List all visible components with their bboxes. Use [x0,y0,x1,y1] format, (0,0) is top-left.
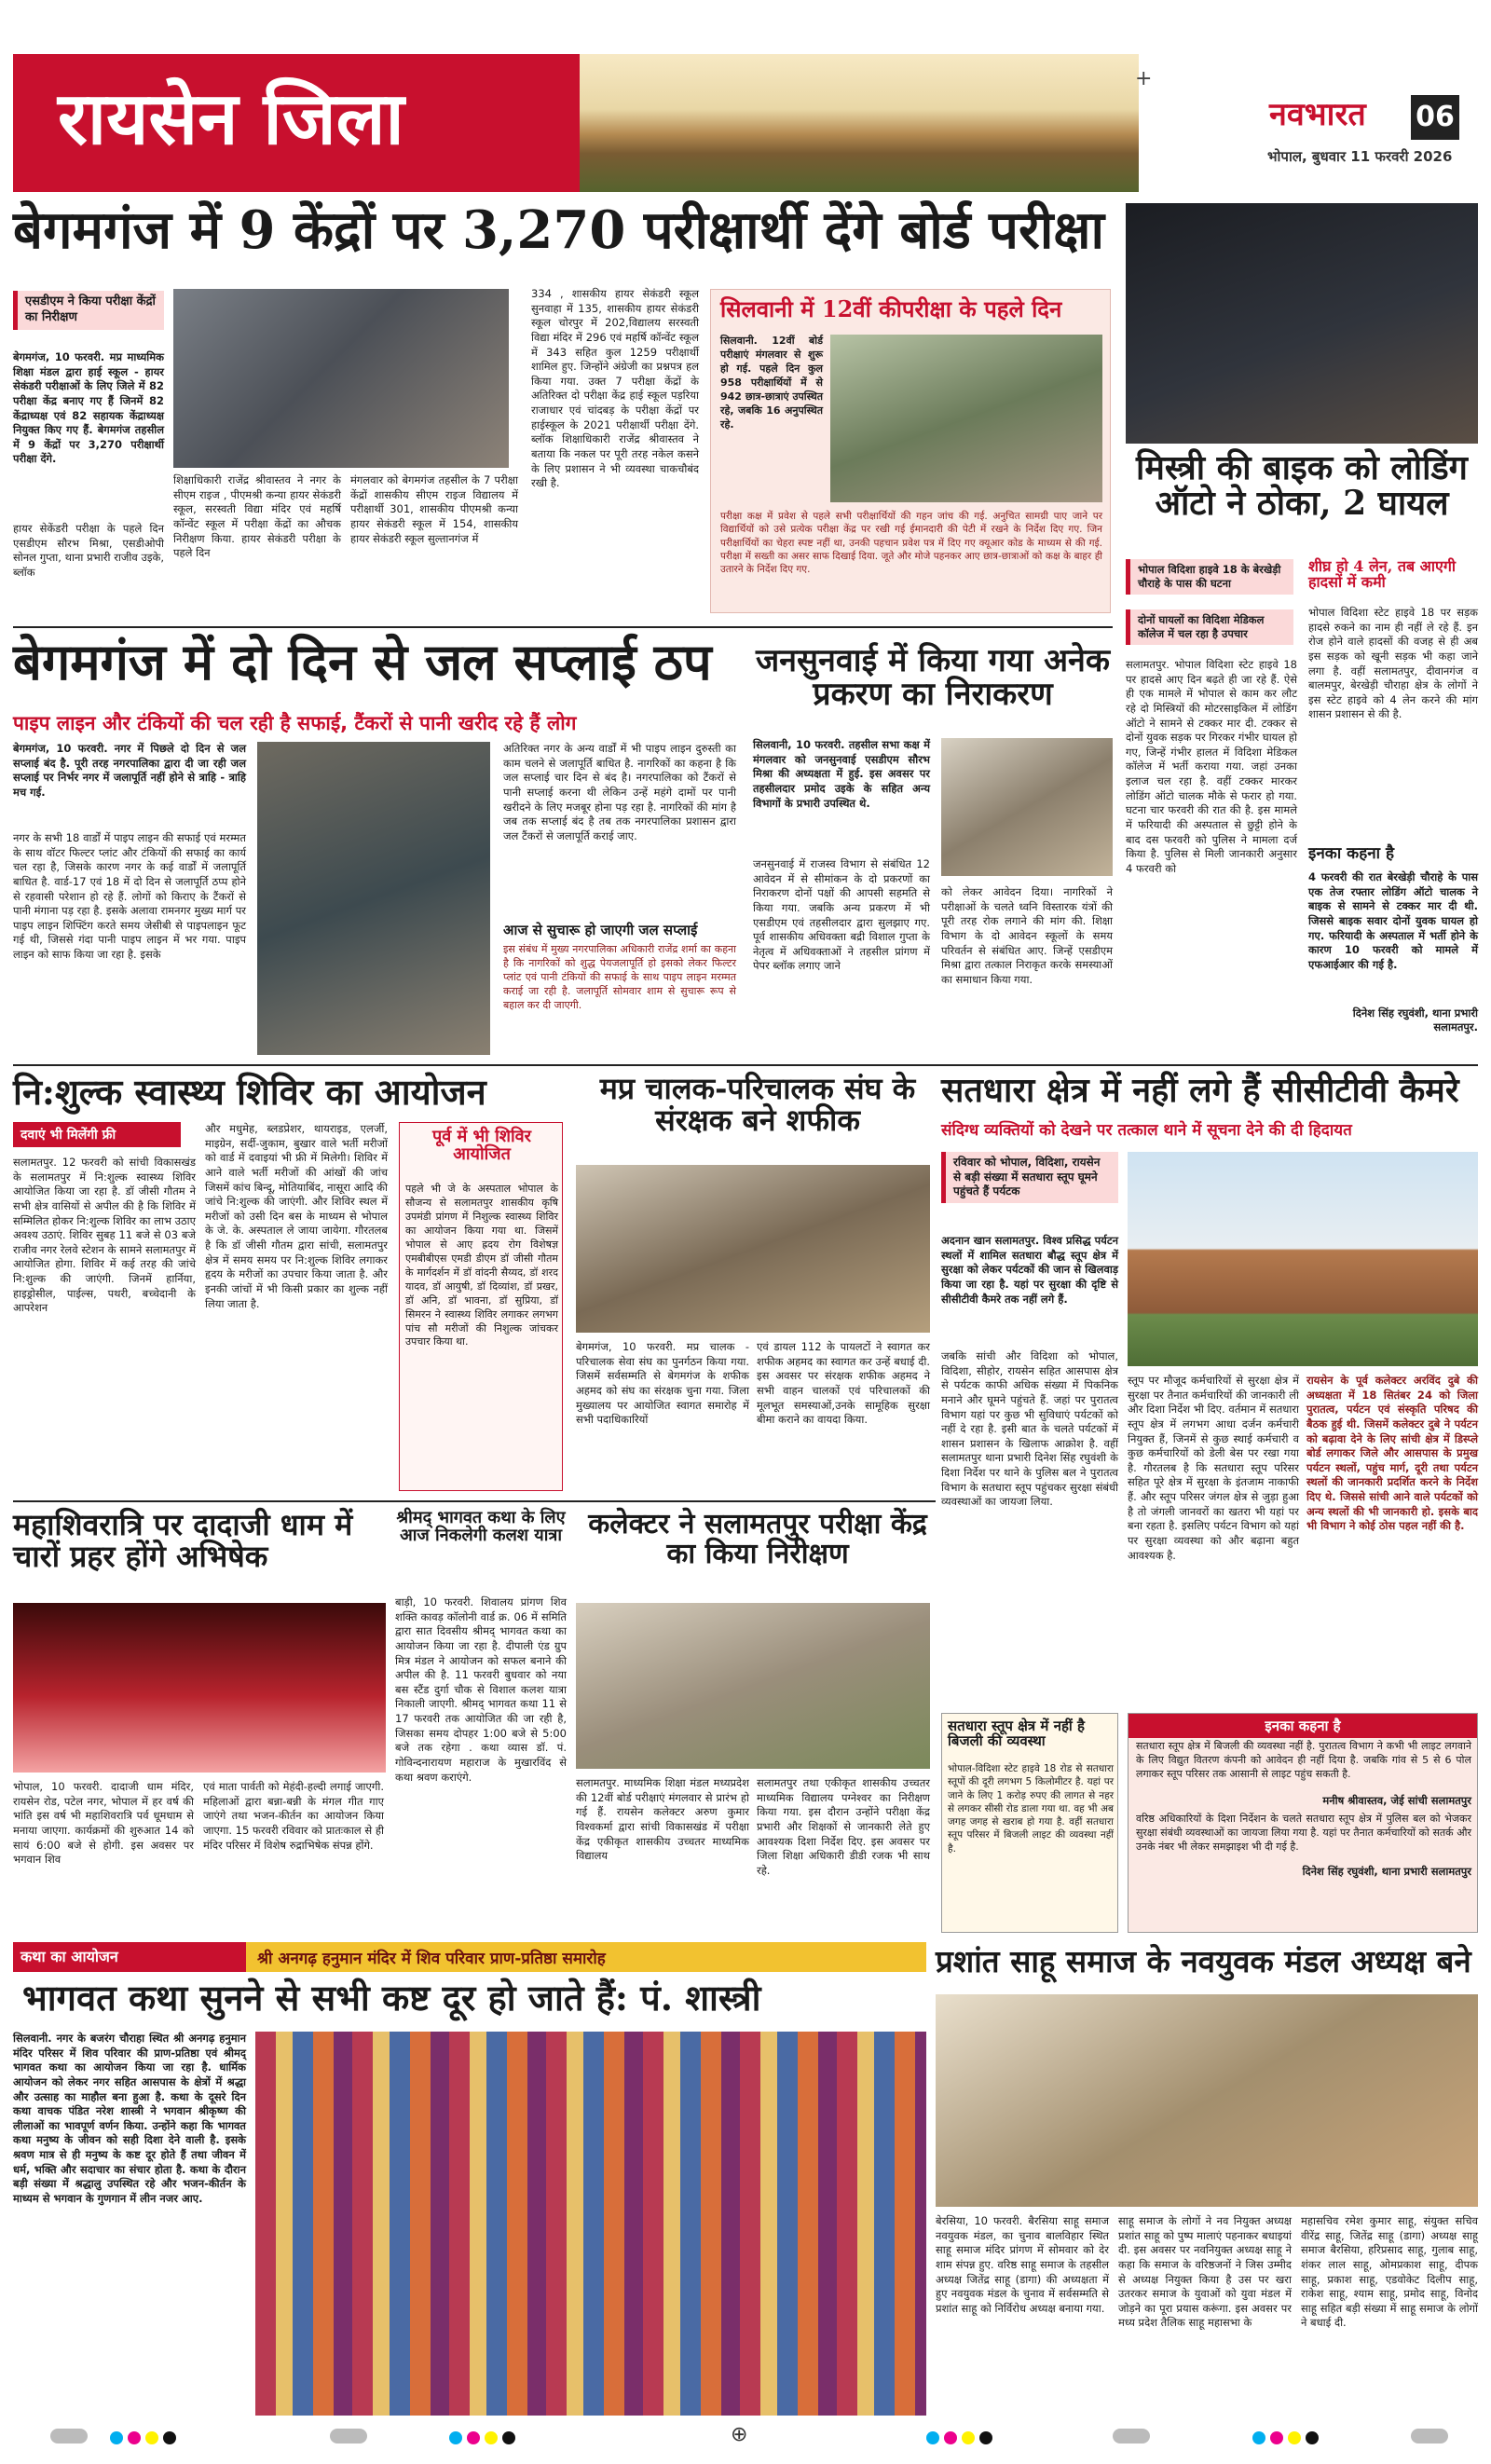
a5-lead: अदनान खान सलामतपुर. विश्व प्रसिद्ध पर्यटन स्थलों में शामिल सतधारा बौद्ध स्तूप क्षेत्र में सुरक्षा को लेकर पर्यटकों की जान से खिलवाड़ किया जा रहा है. यहां पर सुरक्षा की दृष्टि से सीसीटीवी कैमरे तक नहीं लगे हैं. [941,1234,1118,1306]
a6-box-body: पहले भी जे के अस्पताल भोपाल के सौजन्य से सलामतपुर शासकीय कृषि उपमंडी प्रांगण में निशुल्क स्वास्थ्य शिविर का आयोजन किया गया था. जिसमें भोपाल से आए ह्रदय रोग विशेषज्ञ एमबीबीएस एमडी डीएम डॉ जीसी गौतम के मार्गदर्शन में डॉ वांदनी सैय्यद, डॉ शरद यादव, डॉ आयुषी, डॉ दिव्यांश, डॉ प्रखर, डॉ अनि, डॉ भावना, डॉ सुप्रिया, डॉ सिमरन ने स्वास्थ्य शिविर लगाकर लगभग पांच सौ मरीजों की निशुल्क जांचकर उपचार किया था. [405,1183,558,1348]
a1-lead: बेगमगंज, 10 फरवरी. मप्र माध्यमिक शिक्षा मंडल द्वारा हाई स्कूल - हायर सेकंडरी परीक्षाओं के लिए जिले में 82 परीक्षा केंद्र बनाए गए हैं जिनमें 82 केंद्राध्यक्ष एवं 82 सहायक केंद्राध्यक्ष नियुक्त किए गए हैं. बेगमगंज तहसील में 9 केंद्रों पर 3,270 परीक्षार्थी परीक्षा देंगे. [13,350,164,466]
a7-headline: मप्र चालक-परिचालक संघ के संरक्षक बने शफीक [599,1071,916,1138]
a5-headline: सतधारा क्षेत्र में नहीं लगे हैं सीसीटीवी कैमरे [941,1071,1459,1110]
a2-kicker2: दोनों घायलों का विदिशा मेडिकल कॉलेज में चल रहा है उपचार [1126,609,1293,645]
a1-col2: शिक्षाधिकारी राजेंद्र श्रीवास्तव ने नगर के सीएम राइज , पीएमश्री कन्या हायर सेकंडरी स्कूल, सरस्वती विद्या मंदिर एवं महर्षि कॉन्वेंट स्कूल में परीक्षा केंद्रों का औचक निरीक्षण किया. हायर सेकंडरी परीक्षा के पहले दिन [173,473,341,560]
a6-body1: सलामतपुर. 12 फरवरी को सांची विकासखंड के सलामतपुर में नि:शुल्क स्वास्थ्य शिविर आयोजित किया जा रहा है. डॉ जीसी गौतम ने सभी क्षेत्र वासियों से अपील की है कि शिविर में सम्मिलित होकर नि:शुल्क शिविर का लाभ उठाए अवश्य उठाएं. शिविर सुबह 11 बजे से 03 बजे राजीव नगर रेलवे स्टेशन के सामने सलामतपुर में आयोजित होगा. शिविर में कई तरह की जांचे नि:शुल्क की जाएंगी. जिनमें हार्निया, हाइड्रोसील, पाईल्स, पथरी, बच्चेदानी के आपरेशन [13,1156,196,1315]
a6-box-head: पूर्व में भी शिविर आयोजित [431,1127,532,1164]
a12-body1: बेरसिया, 10 फरवरी. बैरसिया साहू समाज नवयुवक मंडल, का चुनाव बालविहार स्थित साहू समाज मंदिर प्रांगण में सोमवार को देर शाम संपन्न हुए. वरिष्ठ साहू समाज के तहसील अध्यक्ष जितेंद्र साहू (डागा) की अध्यक्षता में हुए नवयुवक मंडल के चुनाव में सर्वसम्मति से प्रशांत साहू को निर्विरोध अध्यक्ष बनाया गया. [936,2214,1109,2315]
a5-kicker: रविवार को भोपाल, विदिशा, रायसेन से बड़ी संख्या में सतधारा स्तूप घूमने पहुंचते हैं पर्यटक [941,1152,1118,1203]
color-bar [110,2430,176,2448]
a8-headline: महाशिवरात्रि पर दादाजी धाम में चारों प्रहर होंगे अभिषेक [13,1507,353,1574]
section-banner [13,54,580,192]
a10-body1: सलामतपुर. माध्यमिक शिक्षा मंडल मध्यप्रदेश की 12वीं बोर्ड परीक्षाएं मंगलवार से प्रारंभ हो गई हैं. रायसेन कलेक्टर अरुण कुमार विश्वकर्मा द्वारा सांची विकासखंड में परीक्षा केंद्र एकीकृत शासकीय उच्चतर माध्यमिक विद्यालय [576,1776,749,1863]
a12-body2: साहू समाज के लोगों ने नव नियुक्त अध्यक्ष प्रशांत साहू को पुष्प मालाएं पहनाकर बधाइयां दी. इस अवसर पर नवनियुक्त अध्यक्ष साहू ने कहा कि समाज के वरिष्ठजनों ने जिस उम्मीद से अध्यक्ष नियुक्त किया है उस पर खरा उतरकर समाज के युवाओं को युवा मंडल में जोड़ने का पूरा प्रयास करूंगा. इस अवसर पर मध्य प्रदेश तैलिक साहू महासभा के [1118,2214,1292,2330]
a5-box-body1: सतधारा स्तूप क्षेत्र में बिजली की व्यवस्था नहीं है. पुरातत्व विभाग ने कभी भी लाइट लगवाने के लिए विद्युत वितरण कंपनी को आवेदन ही नहीं दिया है. जबकि गांव से 5 से 6 पोल लगाकर स्तूप परिसर तक आसानी से लाइट पहुंच सकती है. [1136,1740,1471,1780]
registration-mark [1113,2429,1150,2443]
a7-body1: बेगमगंज, 10 फरवरी. मप्र चालक - परिचालक सेवा संघ का पुनर्गठन किया गया. जिसमें सर्वसम्मति से बेगमगंज के शफीक अहमद को संघ का संरक्षक चुना गया. जिला मुख्यालय पर आयोजित स्वागत समारोह में सभी पदाधिकारियों [576,1340,749,1427]
a9-body: बाड़ी, 10 फरवरी. शिवालय प्रांगण शिव शक्ति कावड़ कॉलोनी वार्ड क्र. 06 में समिति द्वारा सात दिवसीय श्रीमद् भागवत कथा का आयोजन किया जा रहा है. दीपाली एंड ग्रुप मित्र मंडल ने आयोजन को सफल बनाने की अपील की है. 11 फरवरी बुधवार को नया बस स्टैंड दुर्गा चौक से विशाल कलश यात्रा निकाली जाएगी. श्रीमद् भागवत कथा 11 से 17 फरवरी तक आयोजित की जा रही है, जिसका समय दोपहर 1:00 बजे से 5:00 बजे तक रहेगा . कथा व्यास डॉ. पं. गोविन्दनारायण महाराज के मुखारविंद से कथा श्रवण कराएंगे. [395,1595,567,1784]
a4-body2: को लेकर आवेदन दिया। नागरिकों ने परीक्षाओं के चलते ध्वनि विस्तारक यंत्रों की पूरी तरह रोक लगाने की मांग की. शिक्षा विभाग के दो आवेदन स्कूलों के समय परिवर्तन से संबंधित आए. जिन्हें एसडीएम मिश्रा द्वारा तत्काल निराकृत करके समस्याओं का समाधान किया गया. [941,885,1113,986]
a5-bijli-box [941,1713,1118,1933]
print-marks [13,2423,1478,2449]
a4-photo [941,738,1113,876]
a3-subhead: पाइप लाइन और टंकियों की चल रही है सफाई, टैंकरों से पानी खरीद रहे हैं लोग [13,712,577,734]
a8-body2: एवं माता पार्वती को मेहंदी-हल्दी लगाई जाएगी. महिलाओं द्वारा बन्ना-बन्नी के मंगल गीत गाए जाएंगे तथा भजन-कीर्तन का आयोजन किया जाएगा. 15 फरवरी रविवार को प्रातःकाल से ही मंदिर परिसर में विशेष रुद्राभिषेक संपन्न होंगे. [203,1780,384,1852]
a2-kicker1: भोपाल विदिशा हाइवे 18 के बेरखेड़ी चौराहे के पास की घटना [1126,559,1293,595]
a6-box [399,1122,563,1491]
silwani-box [710,289,1111,613]
a3-headline: बेगमगंज में दो दिन से जल सप्लाई ठप [13,632,712,691]
a5-body1: जबकि सांची और विदिशा को भोपाल, विदिशा, सीहोर, रायसेन सहित आसपास क्षेत्र से पर्यटक काफी अधिक संख्या में पिकनिक मनाने और घूमने पहुंचते हैं. जहां पर पुरातत्व विभाग यहां पर कुछ भी सुविधाएं पर्यटकों को नहीं दे रहा है. इसी बात के चलते पर्यटकों में शासन प्रशासन के खिलाफ आक्रोश है. वहीं सलामतपुर थाना प्रभारी दिनेश सिंह रघुवंशी के दिशा निर्देश पर थाने के पुलिस बल ने पुरातत्व विभाग के सतधारा स्तूप पहुंचकर सुरक्षा संबंधी व्यवस्थाओं का जायजा लिया. [941,1349,1118,1509]
a5-box-head: इनका कहना है [1129,1714,1477,1738]
a3-lead: बेगमगंज, 10 फरवरी. नगर में पिछले दो दिन से जल सप्लाई बंद है. पूरी तरह नगरपालिका द्वारा दी जा रही जल सप्लाई पर निर्भर नगर में जलापूर्ति नहीं होने से त्राहि - त्राहि मच गई. [13,742,246,799]
a5-stupa-photo [1128,1152,1478,1366]
a5-subhead: संदिग्ध व्यक्तियों को देखने पर तत्काल थाने में सूचना देने की दी हिदायत [941,1121,1352,1140]
a1-col1: हायर सेकेंडरी परीक्षा के पहले दिन एसडीएम सौरभ मिश्रा, एसडीओपी सोनल गुप्ता, थाना प्रभारी राजीव उइके, ब्लॉक [13,522,164,579]
page-number: 06 [1411,95,1459,140]
a5-sign1: मनीष श्रीवास्तव, जेई सांची सलामतपुर [1322,1794,1471,1807]
a3-photo [257,742,490,1055]
a12-photo [936,1994,1478,2207]
a6-body2: और मधुमेह, ब्लडप्रेशर, थायराइड, एलर्जी, माइग्रेन, सर्दी-जुकाम, बुखार वाले भर्ती मरीजों को वार्ड में दवाइयां भी फ्री में मिलेगी। शिविर में आने वाले भर्ती मरीजों की आंखों की जांच जिसमें कांच बिन्दू, मोतियाबिंद, नासूरा आदि की जांचे नि:शुल्क की जाएंगी. और शिविर स्थल में मरीजों को उसी दिन बस के माध्यम से भोपाल के जे. के. अस्पताल ले जाया जायेगा. गौरतलब है कि डॉ जीसी गौतम द्वारा सांची, सलामतपुर क्षेत्र में समय समय पर नि:शुल्क शिविर लगाकर हृदय के मरीजों का उपचार किया जाता है. और इनकी जांचों में भी किसी प्रकार का शुल्क नहीं लिया जाता है. [205,1122,388,1310]
dateline: भोपाल, बुधवार 11 फरवरी 2026 [1267,148,1453,165]
registration-mark [1411,2429,1448,2443]
a11-body: सिलवानी. नगर के बजरंग चौराहा स्थित श्री अनगढ़ हनुमान मंदिर परिसर में शिव परिवार की प्राण-प्रतिष्ठा एवं श्रीमद् भागवत कथा का आयोजन किया जा रहा है. धार्मिक आयोजन को लेकर नगर सहित आसपास के क्षेत्रों में श्रद्धा और उत्साह का माहौल बना हुआ है. कथा के दूसरे दिन कथा वाचक पंडित नरेश शास्त्री ने भगवान श्रीकृष्ण की लीलाओं का भावपूर्ण वर्णन किया. उन्होंने कहा कि भागवत कथा मनुष्य के जीवन को सही दिशा देने वाली है. इसके श्रवण मात्र से ही मनुष्य के कष्ट दूर होते हैं तथा जीवन में धर्म, भक्ति और सदाचार का संचार होता है. कथा के दौरान बड़ी संख्या में श्रद्धालु उपस्थित रहे और भजन-कीर्तन के माध्यम से भगवान के गुणगान में लीन नजर आए. [13,2032,246,2205]
a11-headline: भागवत कथा सुनने से सभी कष्ट दूर हो जाते हैं: पं. शास्त्री [22,1977,761,2019]
a5-bijli-body: भोपाल-विदिशा स्टेट हाइवे 18 रोड से सतधारा स्तूपों की दूरी लगभग 5 किलोमीटर है. यहां पर जाने के लिए 1 करोड़ रुपए की लागत से नहर से लगकर सीसी रोड डाला गया था. वह भी अब जगह जगह से खराब हो गया है. वहीं सतधारा स्तूप परिसर में बिजली लाइट की व्यवस्था नहीं है. [948,1763,1114,1855]
section-title: रायसेन जिला [58,77,404,161]
a11-tagbar [13,1942,926,1972]
a4-headline: जनसुनवाई में किया गया अनेक प्रकरण का निराकरण [755,642,1111,713]
a5-body2: स्तूप पर मौजूद कर्मचारियों से सुरक्षा क्षेत्र में सुरक्षा पर तैनात कर्मचारियों की जानकारी ली और दिशा निर्देश भी दिए. वर्तमान में सतधारा स्तूप क्षेत्र में लगभग आधा दर्जन कर्मचारी नियुक्त हैं, जिनमें से कुछ स्थाई कर्मचारी व कुछ कर्मचारियों को डेली बेस पर रखा गया है. गौरतलब है कि सतधारा स्तूप परिसर सहित पूरे क्षेत्र में सुरक्षा के इंतजाम नाकाफी हैं. और स्तूप परिसर जंगल क्षेत्र से जुड़ा हुआ है तो जंगली जानवरों का खतरा भी यहां पर बना रहता है. इसलिए पर्यटन विभाग को यहां पर सुरक्षा व्यवस्था को और बढ़ाना बहुत आवश्यक है. [1128,1374,1299,1562]
a5-bijli-head: सतधारा स्तूप क्षेत्र में नहीं है बिजली की व्यवस्था [948,1718,1085,1749]
silwani-rest: परीक्षा कक्ष में प्रवेश से पहले सभी परीक्षार्थियों की गहन जांच की गई. अनुचित सामग्री पाए जाने पर विद्यार्थियों को उसे प्रत्येक परीक्षा केंद्र पर रखी गई ईमानदारी की पेटी में रखने के निर्देश दिए गए. जिन परीक्षार्थियों का चेहरा स्पष्ट नहीं था, उनकी पहचान प्रवेश पत्र में दिए गए क्यूआर कोड के माध्यम से की गई. परीक्षा में सख्ती का असर साफ दिखाई दिया. जूते और मोजे पहनकर आए छात्र-छात्राओं को कक्ष के बाहर ही उतारने के निर्देश दिए गए. [720,511,1103,576]
a1-photo [173,289,509,468]
a11-tag2: श्री अनगढ़ हनुमान मंदिर में शिव परिवार प्राण-प्रतिष्ठा समारोह [257,1950,606,1968]
silwani-headline: सिलवानी में 12वीं कीपरीक्षा के पहले दिन [720,295,1062,322]
a1-col4: 334 , शासकीय हायर सेकंडरी स्कूल सुनवाहा में 135, शासकीय हायर सेकंडरी स्कूल चोरपुर में 202,विद्यालय सरस्वती विद्या मंदिर में 296 एवं महर्षि कॉन्वेंट स्कूल में 343 सहित कुल 1259 परीक्षार्थी शामिल हुए. जिन्होंने अंग्रेजी का प्रश्नपत्र हल किया गया. उक्त 7 परीक्षा केंद्रों के अतिरिक्त दो परीक्षा केंद्र हाई स्कूल पड़रिया राजाधार एवं चांदबड़ के परीक्षा केंद्रों पर हाईस्कूल के 2021 परीक्षार्थी परीक्षा देंगे. ब्लॉक शिक्षाधिकारी राजेंद्र श्रीवास्तव ने बताया कि नकल पर पूरी तरह नकेल कसने के लिए प्रशासन ने भी व्यवस्था चाकचौबंद रखी है. [531,287,699,490]
color-bar [1252,2430,1319,2448]
a10-headline: कलेक्टर ने सलामतपुर परीक्षा केंद्र का किया निरीक्षण [588,1508,927,1570]
a10-photo [576,1603,930,1769]
fort-photo [580,54,1139,192]
a4-lead: सिलवानी, 10 फरवरी. तहसील सभा कक्ष में मंगलवार को जनसुनवाई एसडीएम सौरभ मिश्रा की अध्यक्षता में हुई. इस अवसर पर तहसीलदार प्रमोद उइके के सहित अन्य विभागों के प्रभारी उपस्थित थे. [753,738,930,810]
crosshair-mark: ⊕ [731,2423,748,2446]
a3-box-head: आज से सुचारू हो जाएगी जल सप्लाई [503,922,698,938]
a1-kicker: एसडीएम ने किया परीक्षा केंद्रों का निरीक्षण [13,291,164,330]
color-bar [449,2430,515,2448]
a11-crowd-photo [255,2032,926,2416]
registration-mark [330,2429,367,2443]
a8-body1: भोपाल, 10 फरवरी. दादाजी धाम मंदिर, रायसेन रोड, पटेल नगर, भोपाल में हर वर्ष की भांति इस वर्ष भी महाशिवरात्रि पर्व धूमधाम से मनाया जाएगा. कार्यक्रमों की शुरुआत 14 को सायं 6:00 बजे से होगी. इस अवसर पर भगवान शिव [13,1780,194,1867]
a12-headline: प्रशांत साहू समाज के नवयुवक मंडल अध्यक्ष बने [936,1943,1471,1979]
a8-temple-photo [13,1603,386,1773]
a2-photo [1126,203,1478,444]
crosshair-mark: + [1135,67,1153,90]
a2-side-body: भोपाल विदिशा स्टेट हाइवे 18 पर सड़क हादसे रुकने का नाम ही नहीं ले रहे हैं. इन रोज होने वाले हादसों की वजह से ही अब इस सड़क को खूनी सड़क भी कहा जाने लगा है. वहीं सलामतपुर, दीवानगंज व बालमपुर, बेरखेड़ी चौराहा क्षेत्र के लोगों ने इस स्टेट हाइवे को 4 लेन करने की मांग शासन प्रशासन से की है. [1308,606,1478,721]
a3-box-body: इस संबंध में मुख्य नगरपालिका अधिकारी राजेंद्र शर्मा का कहना है कि नागरिकों को शुद्ध पेयजलापूर्ति हो इसको लेकर फिल्टर प्लांट एवं पानी टंकियों की सफाई के साथ पाइप लाइन मरम्मत कराई जा रही है. जलापूर्ति सोमवार शाम से सुचारू रूप से बहाल कर दी जाएगी. [503,943,736,1011]
a6-headline: नि:शुल्क स्वास्थ्य शिविर का आयोजन [13,1071,486,1113]
a1-headline: बेगमगंज में 9 केंद्रों पर 3,270 परीक्षार्थी देंगे बोर्ड परीक्षा [13,199,1105,261]
a5-box-body2: वरिष्ठ अधिकारियों के दिशा निर्देशन के चलते सतधारा स्तूप क्षेत्र में पुलिस बल को भेजकर सुरक्षा संबंधी व्यवस्थाओं का जायजा लिया गया है. यहां पर तैनात कर्मचारियों को सतर्क और उनके नंबर भी लेकर समझाइश भी दी गई है. [1136,1813,1471,1853]
registration-mark [50,2429,88,2443]
a7-body2: एवं डायल 112 के पायलटों ने स्वागत कर शफीक अहमद का स्वागत कर उन्हें बधाई दी. इस अवसर पर संरक्षक शफीक अहमद ने सभी वाहन चालकों एवं परिचालकों की मूलभूत समस्याओं,उनके सामूहिक सुरक्षा बीमा कराने का वायदा किया. [757,1340,930,1427]
a10-body2: सलामतपुर तथा एकीकृत शासकीय उच्चतर माध्यमिक विद्यालय पग्नेश्वर का निरीक्षण किया गया. इस दौरान उन्होंने परीक्षा केंद्र प्रभारी और शिक्षकों से जानकारी लेते हुए आवश्यक दिशा निर्देश दिए. इस अवसर पर जिला शिक्षा अधिकारी डीडी रजक भी साथ रहे. [757,1776,930,1877]
a3-body2: अतिरिक्त नगर के अन्य वार्डों में भी पाइप लाइन दुरुस्ती का काम चलने से जलापूर्ति बाधित है. नागरिकों का कहना है कि जल सप्लाई चार दिन से बंद है। नगरपालिका को टैंकरों से पानी सप्लाई करना थी लेकिन उन्हें महंगे दामों पर पानी खरीदने के लिए मजबूर होना पड़ रहा है. नागरिकों की मांग है जब तक सप्लाई बंद है तब तक नगरपालिका प्रशासन द्वारा जल टैंकरों से जलापूर्ति कराई जाए. [503,742,736,842]
masthead [13,54,1478,192]
divider [13,626,1113,628]
a2-headline: मिस्त्री की बाइक को लोडिंग ऑटो ने ठोका, 2 घायल [1136,448,1468,523]
a5-sign2: दिनेश सिंह रघुवंशी, थाना प्रभारी सलामतपुर [1302,1865,1471,1878]
a2-side-head: शीघ्र हो 4 लेन, तब आएगी हादसों में कमी [1308,557,1457,591]
a2-sign: दिनेश सिंह रघुवंशी, थाना प्रभारी सलामतपुर. [1352,1006,1478,1034]
a3-body1: नगर के सभी 18 वार्डों में पाइप लाइन की सफाई एवं मरम्मत के साथ वॉटर फिल्टर प्लांट और टंकियों की सफाई का कार्य चल रहा है, जिसके कारण नगर के कई वार्डों में जलापूर्ति बाधित है. वार्ड-17 एवं 18 में दो दिन से जलापूर्ति ठप्प होने से रहवासी परेशान हो रहे हैं. लोगों को किराए के टैंकरों से पानी मंगाना पड़ रहा है. इसके अलावा रामनगर मुख्य मार्ग पर पाइप लाइन शिफ्टिंग करते समय जेसीबी से पाइपलाइन फूट गई थी, जिससे गंदा पानी पाइप लाइन में भर गया. पाइप लाइन को साफ किया जा रहा है. इसके [13,831,246,961]
a5-side: रायसेन के पूर्व कलेक्टर अरविंद दुबे की अध्यक्षता में 18 सितंबर 24 को जिला पुरातत्व, पर्यटन एवं संस्कृति परिषद की बैठक हुई थी. जिसमें कलेक्टर दुबे ने पर्यटन को बढ़ावा देने के लिए सांची क्षेत्र में डिस्प्ले बोर्ड लगाकर जिले और आसपास के प्रमुख पर्यटन स्थलों, पहुंच मार्ग, दूरी तथा पर्यटन स्थलों की जानकारी प्रदर्शित करने के निर्देश दिए थे. जिससे सांची आने वाले पर्यटकों को अन्य स्थलों की भी जानकारी हो. इसके बाद भी विभाग ने कोई ठोस पहल नहीं की है. [1306,1374,1478,1533]
a12-body3: महासचिव रमेश कुमार साहू, संयुक्त सचिव वीरेंद्र साहू, जितेंद्र साहू (डागा) अध्यक्ष साहू समाज बैरसिया, हरिप्रसाद साहू, गुलाब साहू, शंकर लाल साहू, ओमप्रकाश साहू, दीपक साहू, प्रकाश साहू, एडवोकेट दिलीप साहू, राकेश साहू, श्याम साहू, प्रमोद साहू, विनोद साहू सहित बड़ी संख्या में साहू समाज के लोगों ने बधाई दी. [1301,2214,1478,2330]
a1-col3: मंगलवार को बेगमगंज तहसील के 7 परीक्षा केंद्रों शासकीय सीएम राइज विद्यालय में परीक्षार्थी 301, शासकीय पीएमश्री कन्या हायर सेकंडरी स्कूल में 154, शासकीय हायर सेकंडरी स्कूल सुल्तानगंज में [350,473,518,545]
silwani-photo [830,335,1102,502]
divider [13,1064,1478,1066]
a2-box-head: इनका कहना है [1308,844,1395,863]
a2-box-body: 4 फरवरी की रात बेरखेड़ी चौराहे के पास एक तेज रफ्तार लोडिंग ऑटो चालक ने बाइक से सामने से टक्कर मार दी थी. जिससे बाइक सवार दोनों युवक घायल हो गए. फरियादी के अस्पताल में भर्ती होने के कारण 10 फरवरी को मामले में एफआईआर की गई है. [1308,870,1478,971]
a9-headline: श्रीमद् भागवत कथा के लिए आज निकलेगी कलश यात्रा [396,1508,566,1545]
a2-body: सलामतपुर. भोपाल विदिशा स्टेट हाइवे 18 पर हादसे आए दिन बढ़ते ही जा रहे हैं. ऐसे ही एक मामले में भोपाल से काम कर लौट रहे दो मिस्त्रियों की मोटरसाइकिल में लोडिंग ऑटो ने सामने से टक्कर मार दी. टक्कर से दोनों युवक सड़क पर गिरकर गंभीर घायल हो गए, जिन्हें गंभीर हालत में विदिशा मेडिकल कॉलेज में भर्ती कराया गया. जहां उनका इलाज चल रहा है. वहीं टक्कर मारकर लोडिंग ऑटो चालक मौके से फरार हो गया. घटना चार फरवरी की रात की है. इस मामले में फरियादी की अस्पताल से छुट्टी होने के बाद दस फरवरी को पुलिस ने मामला दर्ज किया है. पुलिस से मिली जानकारी अनुसार 4 फरवरी को [1126,658,1297,875]
silwani-intro: सिलवानी. 12वीं बोर्ड परीक्षाएं मंगलवार से शुरू हो गई. पहले दिन कुल 958 परीक्षार्थियों में से 942 छात्र-छात्राएं उपस्थित रहे, जबकि 16 अनुपस्थित रहे. [720,335,823,431]
brand-logo: नवभारत [1269,96,1366,133]
divider [13,1500,936,1502]
a6-kicker: दवाएं भी मिलेंगी फ्री [13,1122,181,1147]
a11-tag: कथा का आयोजन [13,1942,246,1972]
a4-body1: जनसुनवाई में राजस्व विभाग से संबंधित 12 आवेदन में से सीमांकन के दो प्रकरणों का निराकरण दोनों पक्षों की आपसी सहमति से किया गया. जबकि अन्य प्रकरण में भी एसडीएम एवं तहसीलदार द्वारा सुलझाए गए. पूर्व शासकीय अधिवक्ता बद्री विशाल गुप्ता के नेतृत्व में अधिवक्ताओं ने तहसील प्रांगण में पेपर ब्लॉक लगाए जाने [753,857,930,973]
a5-statement-box [1128,1713,1478,1933]
color-bar [926,2430,992,2448]
a7-photo [576,1165,930,1333]
